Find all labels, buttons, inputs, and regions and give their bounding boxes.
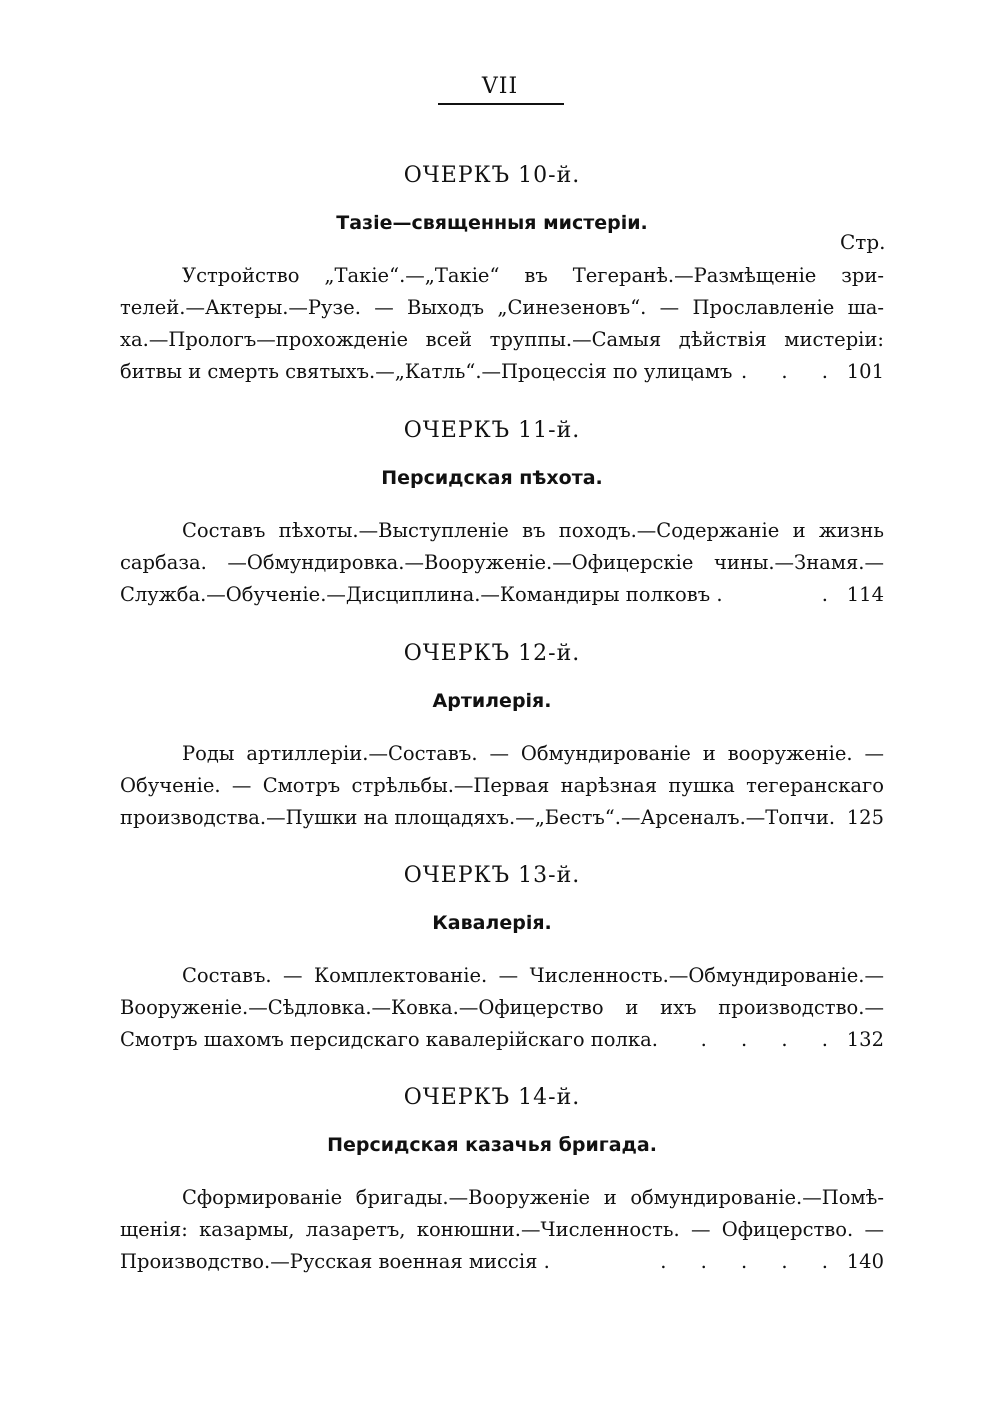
contents-line: Служба.—Обученіе.—Дисциплина.—Командиры полковъ . [120, 583, 723, 606]
contents-line: телей.—Актеры.—Рузе. — Выходъ „Синезеновъ“. — Прославленіе ша- [120, 296, 884, 319]
essay-contents [120, 1182, 884, 1278]
essay-heading: ОЧЕРКЪ 11-й. [403, 418, 581, 443]
contents-line: Вооруженіе.—Сѣдловка.—Ковка.—Офицерство и ихъ производство.— [120, 996, 884, 1019]
contents-line: Сформированіе бригады.—Вооруженіе и обмундированіе.—Помѣ- [182, 1186, 884, 1209]
essay-heading: ОЧЕРКЪ 12-й. [403, 641, 581, 666]
leader-dots: . . . . . [660, 1250, 842, 1273]
essay-heading: ОЧЕРКЪ 14-й. [403, 1085, 581, 1110]
contents-line: Производство.—Русская военная миссія . [120, 1250, 550, 1273]
essay-section-10 [120, 160, 884, 388]
contents-line: Обученіе. — Смотръ стрѣльбы.—Первая нарѣзная пушка тегеранскаго [120, 774, 884, 797]
essay-section-13 [120, 860, 884, 1056]
page-ref: 125 [846, 806, 884, 829]
contents-last-line [120, 579, 884, 611]
page-column-label: Стр. [840, 230, 886, 254]
header-rule [438, 103, 564, 105]
contents-line: Устройство „Такіе“.—„Такіе“ въ Тегеранѣ.—Размѣщеніе зри- [182, 264, 884, 287]
contents-line: Смотръ шахомъ персидскаго кавалерійскаго полка. [120, 1028, 658, 1051]
essay-section-11 [120, 415, 884, 611]
essay-title: Персидская пѣхота. [381, 467, 603, 489]
essay-title: Кавалерія. [432, 912, 552, 934]
leader-dots: . . . [741, 360, 842, 383]
essay-contents [120, 960, 884, 1056]
contents-line: Составъ пѣхоты.—Выступленіе въ походъ.—Содержаніе и жизнь [182, 519, 884, 542]
page-number: VII [481, 74, 519, 99]
contents-last-line [120, 1246, 884, 1278]
contents-line: Составъ. — Комплектованіе. — Численность.—Обмундированіе.— [182, 964, 884, 987]
essay-contents [120, 260, 884, 388]
contents-line: сарбаза. —Обмундировка.—Вооруженіе.—Офицерскіе чины.—Знамя.— [120, 551, 884, 574]
page-ref: 114 [846, 583, 884, 606]
essay-heading: ОЧЕРКЪ 13-й. [403, 863, 581, 888]
essay-title: Тазіе—священныя мистеріи. [336, 212, 648, 234]
contents-last-line [120, 1024, 884, 1056]
essay-title: Персидская казачья бригада. [327, 1134, 657, 1156]
contents-line: ха.—Прологъ—прохожденіе всей труппы.—Самыя дѣйствія мистеріи: [120, 328, 884, 351]
contents-last-line [120, 356, 884, 388]
contents-last-line [120, 802, 884, 834]
contents-line: битвы и смерть святыхъ.—„Катль“.—Процессія по улицамъ [120, 360, 733, 383]
contents-line: Роды артиллеріи.—Составъ. — Обмундированіе и вооруженіе. — [182, 742, 884, 765]
page-ref: 140 [846, 1250, 884, 1273]
essay-heading: ОЧЕРКЪ 10-й. [403, 163, 581, 188]
page-ref: 132 [846, 1028, 884, 1051]
contents-line: щенія: казармы, лазаретъ, конюшни.—Численность. — Офицерство. — [120, 1218, 884, 1241]
leader-dots: . . . . [700, 1028, 842, 1051]
page-ref: 101 [846, 360, 884, 383]
essay-title: Артилерія. [432, 690, 552, 712]
contents-line: производства.—Пушки на площадяхъ.—„Бестъ“.—Арсеналъ.—Топчи. [120, 806, 836, 829]
essay-section-14 [120, 1082, 884, 1278]
essay-contents [120, 738, 884, 834]
essay-contents [120, 515, 884, 611]
essay-section-12 [120, 638, 884, 834]
leader-dots: . [821, 583, 842, 606]
